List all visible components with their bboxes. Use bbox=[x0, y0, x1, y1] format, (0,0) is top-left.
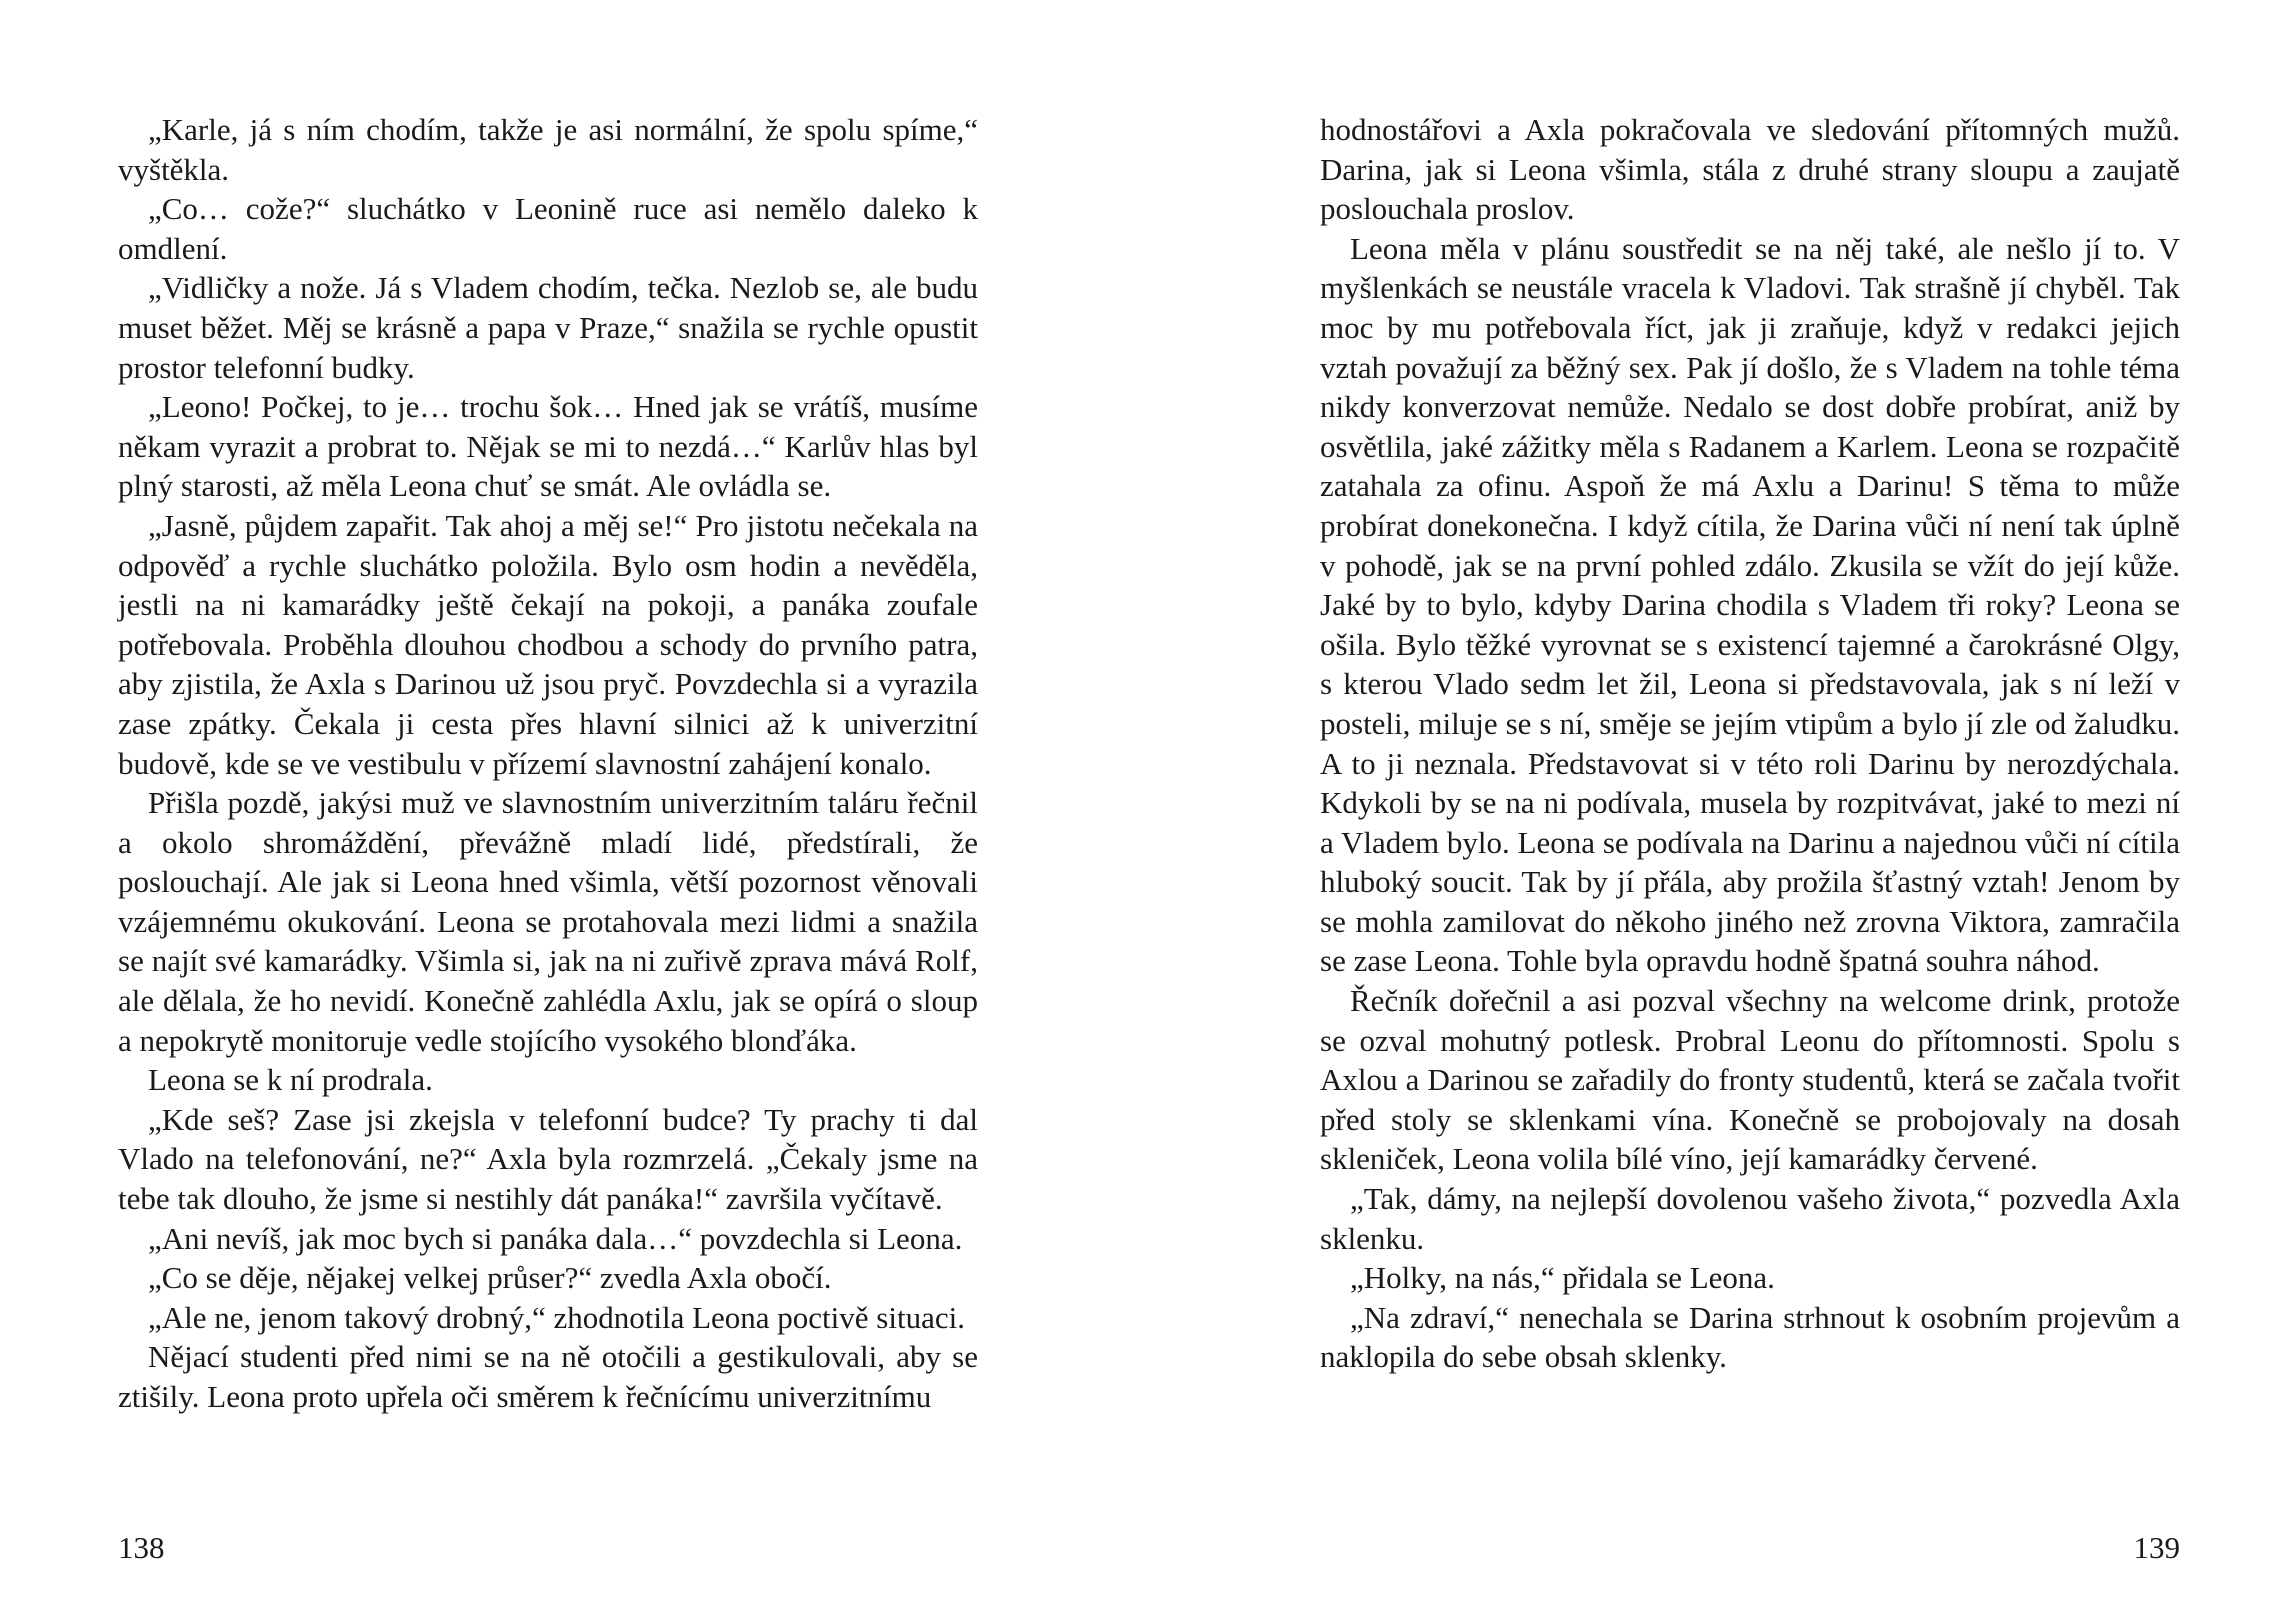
paragraph: „Co se děje, nějakej velkej průser?“ zvedla Axla obočí. bbox=[148, 1260, 832, 1296]
page-number-left: 138 bbox=[118, 1530, 165, 1565]
paragraph: „Tak, dámy, na nejlepší dovolenou vašeho života,“ pozvedla Axla sklenku. bbox=[1320, 1181, 2180, 1256]
paragraph: „Vidličky a nože. Já s Vladem chodím, tečka. Nezlob se, ale budu muset běžet. Měj se krásně a papa v Praze,“ snažila se rychle opustit prostor telefonní budky. bbox=[118, 270, 978, 385]
paragraph: Leona měla v plánu soustředit se na něj také, ale nešlo jí to. V myšlenkách se neustále vracela k Vladovi. Tak strašně jí chyběl. Tak moc by mu potřebovala říct, jak ji zraňuje, když v redakci jejich vztah považují za běžný sex. Pak jí došlo, že s Vladem na tohle téma nikdy konverzovat nemůže. Nedalo se dost dobře probírat, aniž by osvětlila, jaké zážitky měla s Radanem a Karlem. Leona se rozpačitě zatahala za ofinu. Aspoň že má Axlu a Darinu! S těma to může probírat donekonečna. I když cítila, že Darina vůči ní není tak úplně v pohodě, jak se na první pohled zdálo. Zkusila se vžít do její kůže. Jaké by to bylo, kdyby Darina chodila s Vladem tři roky? Leona se ošila. Bylo těžké vyrovnat se s existencí tajemné a čarokrásné Olgy, s kterou Vlado sedm let žil, Leona si představovala, jak s ní leží v posteli, miluje se s ní, směje se jejím vtipům a bylo jí zle od žaludku. A to ji neznala. Představovat si v této roli Darinu by nerozdýchala. Kdykoli by se na ni podívala, musela by rozpitvávat, jaké to mezi ní a Vladem bylo. Leona se podívala na Darinu a najednou vůči ní cítila hluboký soucit. Tak by jí přála, aby prožila šťastný vztah! Jenom by se mohla zamilovat do někoho jiného než zrovna Viktora, zamračila se zase Leona. Tohle byla opravdu hodně špatná souhra náhod. bbox=[1320, 230, 2180, 979]
paragraph: Řečník dořečnil a asi pozval všechny na welcome drink, protože se ozval mohutný potlesk. Probral Leonu do přítomnosti. Spolu s Axlou a Darinou se zařadily do fronty studentů, která se začala tvořit před stoly se sklenkami vína. Konečně se probojovaly na dosah skleniček, Leona volila bílé víno, její kamarádky červené. bbox=[1320, 983, 2180, 1177]
paragraph: „Ale ne, jenom takový drobný,“ zhodnotila Leona poctivě situaci. bbox=[148, 1299, 965, 1335]
page-number-right: 139 bbox=[2133, 1530, 2180, 1565]
paragraph: Leona se k ní prodrala. bbox=[148, 1062, 433, 1098]
paragraph: „Kde seš? Zase jsi zkejsla v telefonní budce? Ty prachy ti dal Vlado na telefonování, ne?“ Axla byla rozmrzelá. „Čekaly jsme na tebe tak dlouho, že jsme si nestihly dát panáka!“ završila vyčítavě. bbox=[118, 1101, 978, 1217]
paragraph: „Leono! Počkej, to je… trochu šok… Hned jak se vrátíš, musíme někam vyrazit a probrat to. Nějak se mi to nezdá…“ Karlův hlas byl plný starosti, až měla Leona chuť se smát. Ale ovládla se. bbox=[118, 389, 978, 504]
paragraph: hodnostářovi a Axla pokračovala ve sledování přítomných mužů. Darina, jak si Leona všimla, stála z druhé strany sloupu a zaujatě poslouchala proslov. bbox=[1320, 112, 2180, 227]
paragraph: Nějací studenti před nimi se na ně otočili a gestikulovali, aby se ztišily. Leona proto upřela oči směrem k řečnícímu univerzitnímu bbox=[118, 1339, 978, 1414]
paragraph: „Holky, na nás,“ přidala se Leona. bbox=[1350, 1260, 1775, 1296]
right-page-text bbox=[1320, 110, 2180, 1377]
paragraph: „Co… cože?“ sluchátko v Leonině ruce asi nemělo daleko k omdlení. bbox=[118, 191, 978, 266]
paragraph: „Ani nevíš, jak moc bych si panáka dala…“ povzdechla si Leona. bbox=[148, 1220, 963, 1256]
paragraph: „Na zdraví,“ nenechala se Darina strhnout k osobním projevům a naklopila do sebe obsah sklenky. bbox=[1320, 1299, 2180, 1375]
paragraph: „Karle, já s ním chodím, takže je asi normální, že spolu spíme,“ vyštěkla. bbox=[118, 112, 978, 187]
right-page bbox=[1142, 0, 2284, 1615]
paragraph: „Jasně, půjdem zapařit. Tak ahoj a měj se!“ Pro jistotu nečekala na odpověď a rychle sluchátko položila. Bylo osm hodin a nevěděla, jestli na ni kamarádky ještě čekají na pokoji, a panáka zoufale potřebovala. Proběhla dlouhou chodbou a schody do prvního patra, aby zjistila, že Axla s Darinou už jsou pryč. Povzdechla si a vyrazila zase zpátky. Čekala ji cesta přes hlavní silnici až k univerzitní budově, kde se ve vestibulu v přízemí slavnostní zahájení konalo. bbox=[118, 507, 978, 781]
paragraph: Přišla pozdě, jakýsi muž ve slavnostním univerzitním taláru řečnil a okolo shromáždění, převážně mladí lidé, předstírali, že poslouchají. Ale jak si Leona hned všimla, větší pozornost věnovali vzájemnému okukování. Leona se protahovala mezi lidmi a snažila se najít své kamarádky. Všimla si, jak na ni zuřivě zprava mává Rolf, ale dělala, že ho nevidí. Konečně zahlédla Axlu, jak se opírá o sloup a nepokrytě monitoruje vedle stojícího vysokého blonďáka. bbox=[118, 785, 978, 1058]
left-page-text bbox=[118, 110, 978, 1417]
